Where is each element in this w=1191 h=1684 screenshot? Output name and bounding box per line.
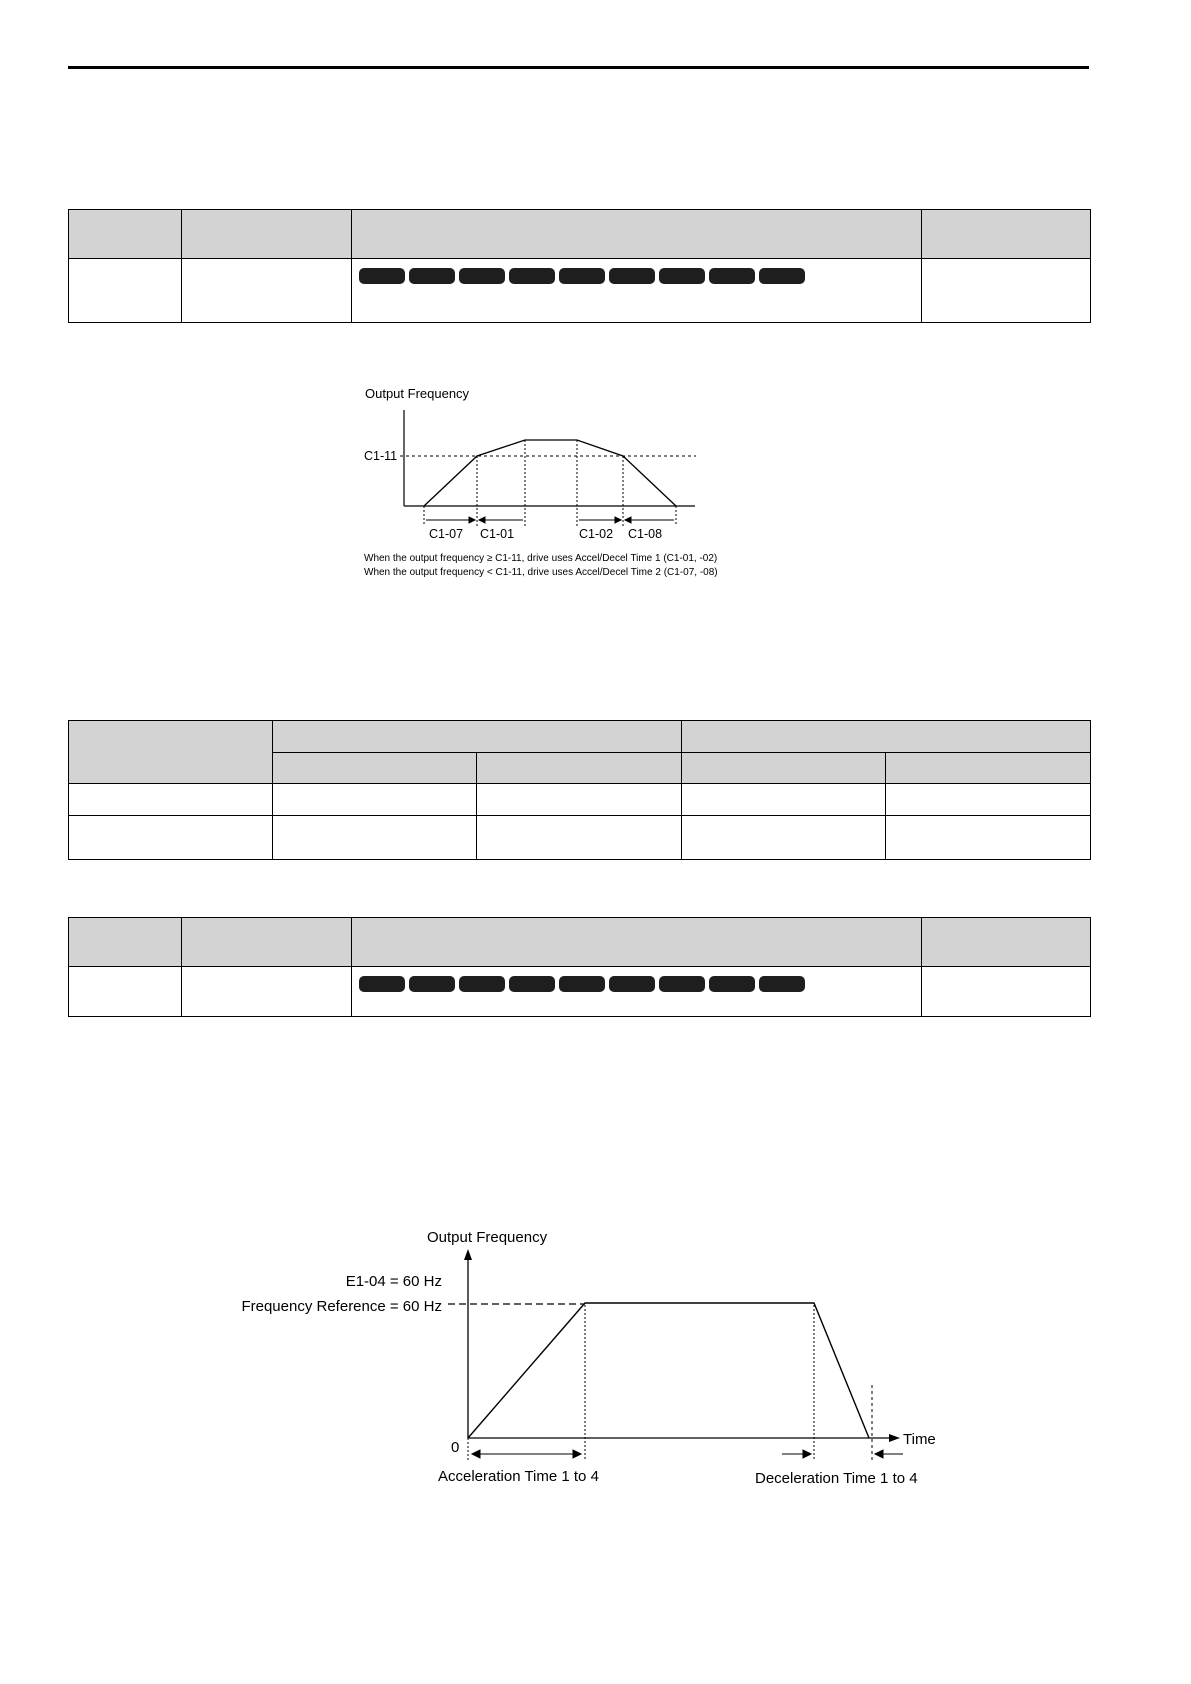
fig1-time-label: C1-08: [628, 527, 663, 541]
mode-pill: [759, 268, 805, 284]
header-cell: [182, 918, 352, 967]
header-cell: [922, 918, 1091, 967]
fig2-level-label: E1-04 = 60 Hz: [345, 1273, 442, 1290]
mode-pill: [409, 976, 455, 992]
mode-pill: [759, 976, 805, 992]
table-cell: [69, 784, 273, 816]
parameter-table-1: [68, 209, 1091, 323]
fig1-y-axis-label: Output Frequency: [365, 386, 470, 401]
mode-pill: [409, 268, 455, 284]
header-cell: [886, 753, 1091, 784]
table-cell: [69, 259, 182, 323]
mode-pill: [459, 976, 505, 992]
mode-pill: [709, 976, 755, 992]
table-cell: [886, 816, 1091, 860]
header-cell: [352, 918, 922, 967]
fig2-x-arrowhead: [889, 1434, 900, 1442]
mode-pill: [459, 268, 505, 284]
fig2-decel-label: Deceleration Time 1 to 4: [755, 1470, 918, 1487]
mode-pill: [659, 976, 705, 992]
header-cell: [477, 753, 682, 784]
accel-switch-figure: [360, 380, 820, 590]
table-cell: [69, 967, 182, 1017]
header-cell: [682, 753, 886, 784]
fig1-level-label: C1-11: [364, 449, 398, 463]
fig2-level-label: Frequency Reference = 60 Hz: [241, 1298, 442, 1315]
table-cell: [352, 259, 922, 323]
parameter-table-2: [68, 917, 1091, 1017]
header-cell: [273, 753, 477, 784]
fig2-x-axis-label: Time: [903, 1431, 936, 1448]
header-cell: [682, 721, 1091, 753]
control-mode-pills: [352, 259, 921, 284]
fig2-accel-arrow: [472, 1450, 581, 1458]
table-cell: [682, 784, 886, 816]
settings-table: [68, 720, 1091, 860]
mode-pill: [609, 976, 655, 992]
mode-pill: [609, 268, 655, 284]
table-cell: [182, 259, 352, 323]
accel-decel-time-figure: [210, 1225, 960, 1495]
header-cell: [352, 210, 922, 259]
top-rule: [68, 66, 1089, 69]
table-cell: [352, 967, 922, 1017]
table-cell: [477, 784, 682, 816]
fig1-note: When the output frequency < C1-11, drive uses Accel/Decel Time 2 (C1-07, -08): [364, 567, 718, 578]
mode-pill: [559, 976, 605, 992]
fig2-frequency-profile: [468, 1303, 869, 1438]
table-cell: [477, 816, 682, 860]
mode-pill: [359, 976, 405, 992]
table-cell: [922, 967, 1091, 1017]
mode-pill: [509, 976, 555, 992]
table-cell: [182, 967, 352, 1017]
fig2-y-axis-label: Output Frequency: [427, 1229, 548, 1246]
mode-pill: [559, 268, 605, 284]
fig2-accel-label: Acceleration Time 1 to 4: [438, 1468, 599, 1485]
header-cell: [182, 210, 352, 259]
table-cell: [682, 816, 886, 860]
table-cell: [273, 816, 477, 860]
fig1-time-label: C1-02: [579, 527, 614, 541]
table-cell: [886, 784, 1091, 816]
mode-pill: [659, 268, 705, 284]
mode-pill: [359, 268, 405, 284]
fig2-origin-label: 0: [451, 1439, 460, 1456]
fig1-time-label: C1-01: [480, 527, 515, 541]
control-mode-pills: [352, 967, 921, 992]
table-cell: [922, 259, 1091, 323]
table-cell: [69, 816, 273, 860]
fig1-frequency-profile: [424, 440, 676, 506]
header-cell: [922, 210, 1091, 259]
fig1-interval-arrows: [426, 517, 674, 523]
header-cell: [273, 721, 682, 753]
fig2-y-arrowhead: [464, 1249, 472, 1260]
mode-pill: [509, 268, 555, 284]
table-cell: [273, 784, 477, 816]
header-cell: [69, 210, 182, 259]
fig1-note: When the output frequency ≥ C1-11, drive uses Accel/Decel Time 1 (C1-01, -02): [364, 553, 718, 564]
header-cell: [69, 918, 182, 967]
mode-pill: [709, 268, 755, 284]
fig2-decel-arrows: [782, 1450, 903, 1458]
header-cell: [69, 721, 273, 784]
fig1-time-label: C1-07: [429, 527, 464, 541]
